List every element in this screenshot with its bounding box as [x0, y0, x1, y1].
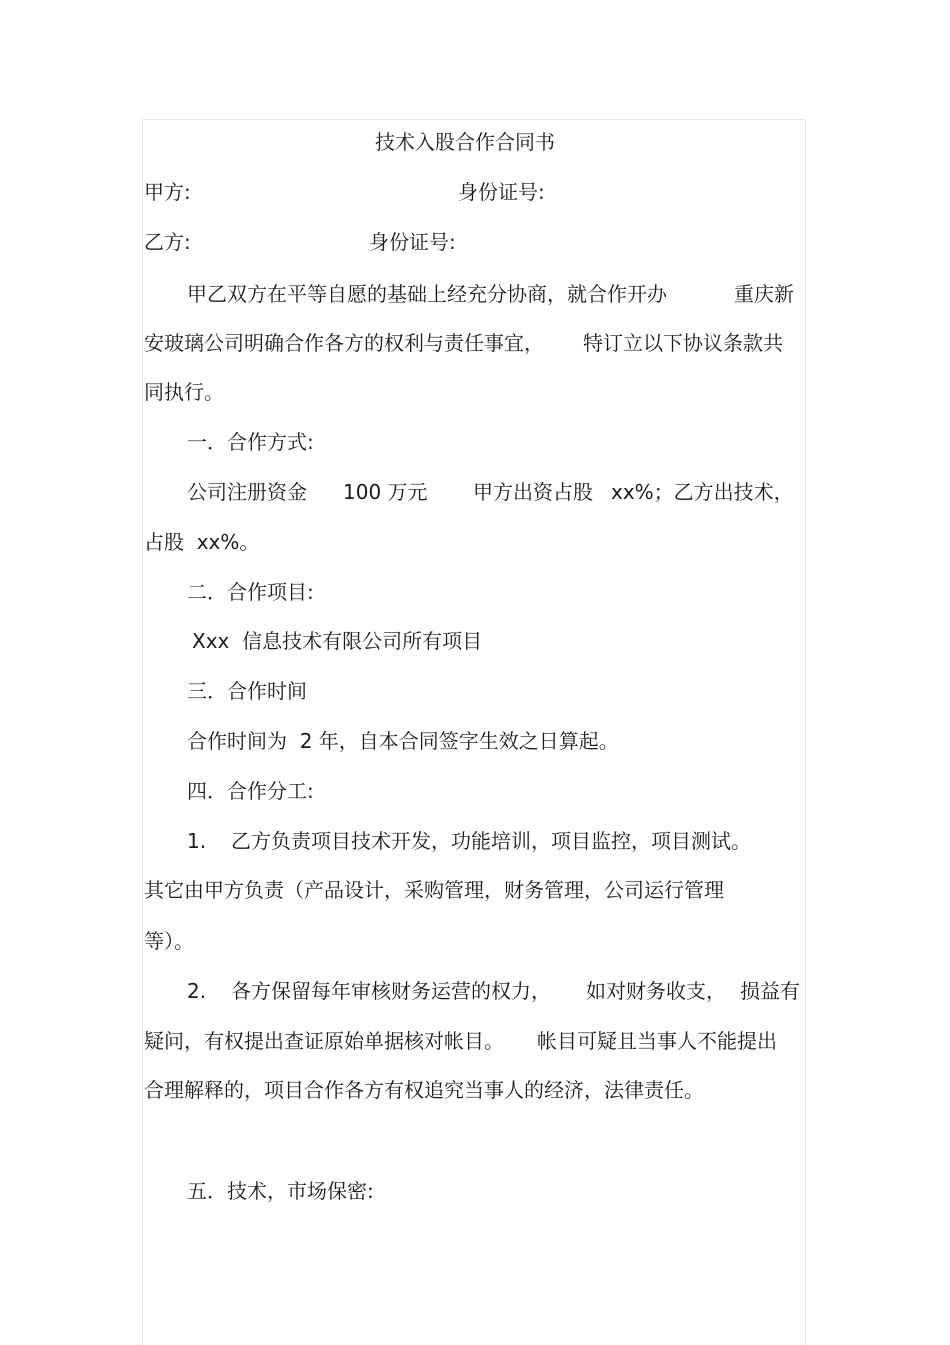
section5-heading: 五．技术，市场保密:: [187, 1179, 374, 1203]
section4-item2-line2b: 帐目可疑且当事人不能提出: [537, 1029, 777, 1053]
intro-line2a: 安玻璃公司明确合作各方的权利与责任事宜，: [144, 331, 544, 355]
section4-heading: 四．合作分工:: [187, 779, 314, 803]
section4-item1-num: 1.: [187, 829, 207, 853]
section4-item2-line2a: 疑问，有权提出查证原始单据核对帐目。: [144, 1029, 504, 1053]
party-b-id-label: 身份证号:: [369, 230, 456, 254]
section1-line1a: 公司注册资金: [187, 480, 307, 504]
intro-line1a: 甲乙双方在平等自愿的基础上经充分协商，就合作开办: [187, 282, 667, 306]
intro-line2b: 特订立以下协议条款共: [583, 331, 783, 355]
section4-item1-line3: 等）。: [144, 929, 194, 953]
section1-line1b: 100 万元: [343, 480, 428, 504]
section1-line1c: 甲方出资占股: [473, 480, 593, 504]
section2-line1: Xxx 信息技术有限公司所有项目: [192, 629, 483, 653]
intro-line1b: 重庆新: [734, 282, 794, 306]
party-b-label: 乙方:: [144, 230, 191, 254]
intro-line3: 同执行。: [144, 380, 224, 404]
section4-item1-line1: 乙方负责项目技术开发，功能培训，项目监控，项目测试。: [231, 829, 751, 853]
section4-item2-line1a: 各方保留每年审核财务运营的权力，: [231, 979, 551, 1003]
section4-item1-line2: 其它由甲方负责（产品设计，采购管理，财务管理，公司运行管理: [144, 878, 724, 902]
section4-item2-num: 2.: [187, 979, 207, 1003]
section4-item2-line1b: 如对财务收支，: [586, 979, 726, 1003]
section1-line1d: xx%；乙方出技术，: [611, 480, 794, 504]
section3-heading: 三．合作时间: [187, 679, 307, 703]
section3-line1: 合作时间为 2 年，自本合同签字生效之日算起。: [187, 729, 619, 753]
section4-item2-line1c: 损益有: [740, 979, 800, 1003]
document-title: 技术入股合作合同书: [375, 130, 555, 154]
section4-item2-line3: 合理解释的，项目合作各方有权追究当事人的经济，法律责任。: [144, 1078, 704, 1102]
section2-heading: 二．合作项目:: [187, 580, 314, 604]
party-a-label: 甲方:: [144, 180, 191, 204]
section1-line2: 占股 xx%。: [144, 530, 260, 554]
section1-heading: 一．合作方式:: [187, 430, 314, 454]
party-a-id-label: 身份证号:: [458, 180, 545, 204]
